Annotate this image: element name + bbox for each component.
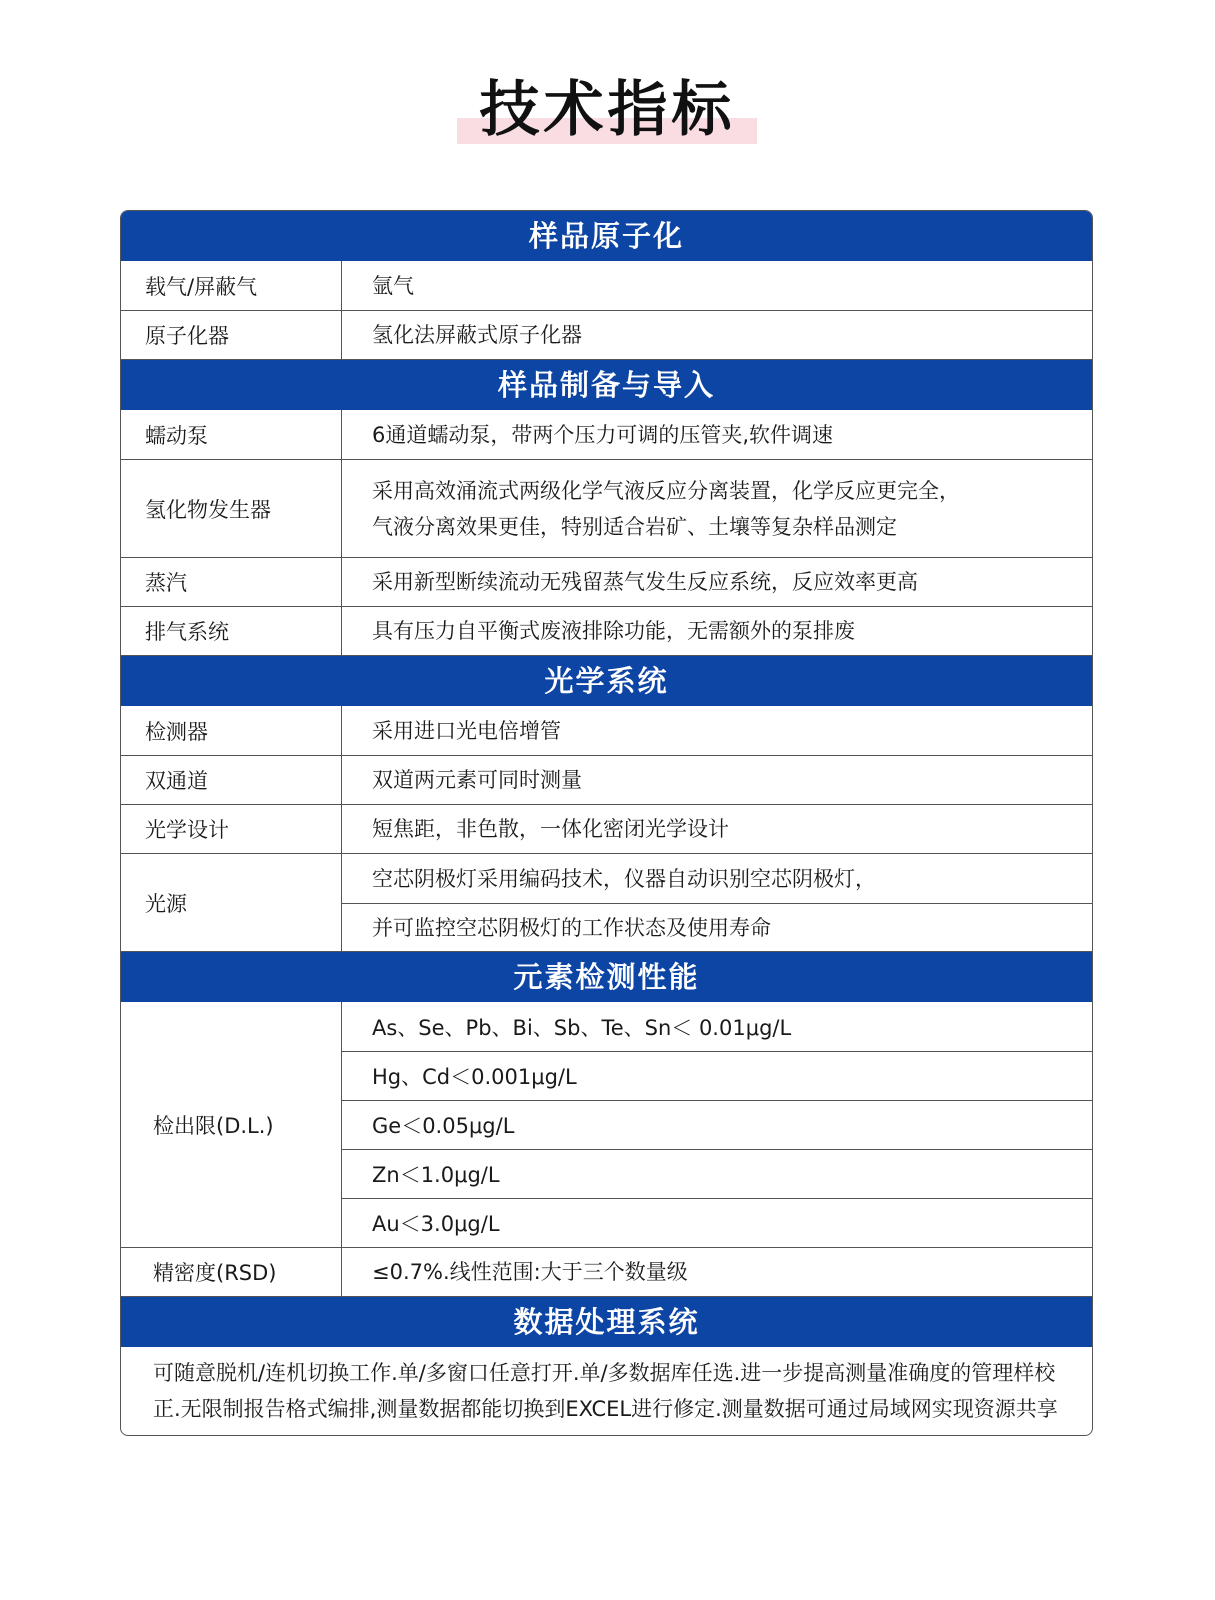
row-value <box>342 854 1092 951</box>
row-label: 蠕动泵 <box>121 410 342 459</box>
row-value: 采用进口光电倍增管 <box>372 718 561 743</box>
table-row <box>121 261 1092 310</box>
light-source-line: 空芯阴极灯采用编码技术，仪器自动识别空芯阴极灯， <box>372 867 876 892</box>
row-label: 氢化物发生器 <box>121 460 342 557</box>
table-row <box>121 755 1092 804</box>
row-label: 精密度(RSD) <box>121 1248 342 1296</box>
table-row <box>121 804 1092 853</box>
row-label: 光学设计 <box>121 805 342 853</box>
section-heading-atomization: 样品原子化 <box>121 211 1092 261</box>
table-row <box>121 310 1092 359</box>
table-row <box>121 459 1092 557</box>
row-label: 排气系统 <box>121 607 342 655</box>
row-value: 具有压力自平衡式废液排除功能，无需额外的泵排废 <box>372 619 855 643</box>
row-value: 6通道蠕动泵，带两个压力可调的压管夹,软件调速 <box>372 422 834 447</box>
table-row <box>121 706 1092 755</box>
detection-limit-item: Zn＜1.0μg/L <box>342 1149 1092 1198</box>
row-label: 双通道 <box>121 756 342 804</box>
row-label: 光源 <box>121 854 342 951</box>
row-value: ≤0.7%.线性范围:大于三个数量级 <box>372 1260 688 1284</box>
row-label: 检出限(D.L.) <box>121 1002 342 1247</box>
light-source-line: 并可监控空芯阴极灯的工作状态及使用寿命 <box>342 903 1092 952</box>
row-value: 双道两元素可同时测量 <box>372 768 582 792</box>
row-label: 检测器 <box>121 706 342 755</box>
title-area <box>0 70 1215 160</box>
row-value: 采用高效涌流式两级化学气液反应分离装置，化学反应更完全， 气液分离效果更佳，特别适合岩矿、土壤等复杂样品测定 <box>372 478 960 539</box>
section-heading-data-processing: 数据处理系统 <box>121 1296 1092 1347</box>
row-value: 氢化法屏蔽式原子化器 <box>372 323 582 347</box>
row-value: 短焦距，非色散，一体化密闭光学设计 <box>372 817 729 841</box>
section-heading-sample-prep: 样品制备与导入 <box>121 359 1092 410</box>
section-heading-detection: 元素检测性能 <box>121 951 1092 1002</box>
detection-limits <box>342 1002 1092 1247</box>
row-label: 原子化器 <box>121 311 342 359</box>
data-processing-text: 可随意脱机/连机切换工作.单/多窗口任意打开.单/多数据库任选.进一步提高测量准确度的管理样校正.无限制报告格式编排,测量数据都能切换到EXCEL进行修定.测量数据可通过局域网实现资源共享 <box>153 1361 1058 1421</box>
spec-table <box>120 210 1093 1436</box>
detection-limit-item: Hg、Cd＜0.001μg/L <box>342 1051 1092 1100</box>
table-row <box>121 557 1092 606</box>
detection-limit-item: As、Se、Pb、Bi、Sb、Te、Sn＜ 0.01μg/L <box>372 1015 792 1040</box>
table-row <box>121 606 1092 655</box>
table-row <box>121 853 1092 951</box>
row-value: 采用新型断续流动无残留蒸气发生反应系统，反应效率更高 <box>372 570 918 594</box>
section-heading-optics: 光学系统 <box>121 655 1092 706</box>
table-row <box>121 410 1092 459</box>
detection-limit-item: Au＜3.0μg/L <box>342 1198 1092 1247</box>
row-label: 载气/屏蔽气 <box>121 261 342 310</box>
table-row <box>121 1002 1092 1247</box>
row-value: 氩气 <box>372 273 414 298</box>
detection-limit-item: Ge＜0.05μg/L <box>342 1100 1092 1149</box>
page-title: 技术指标 <box>479 75 736 145</box>
table-row <box>121 1247 1092 1296</box>
row-label: 蒸汽 <box>121 558 342 606</box>
